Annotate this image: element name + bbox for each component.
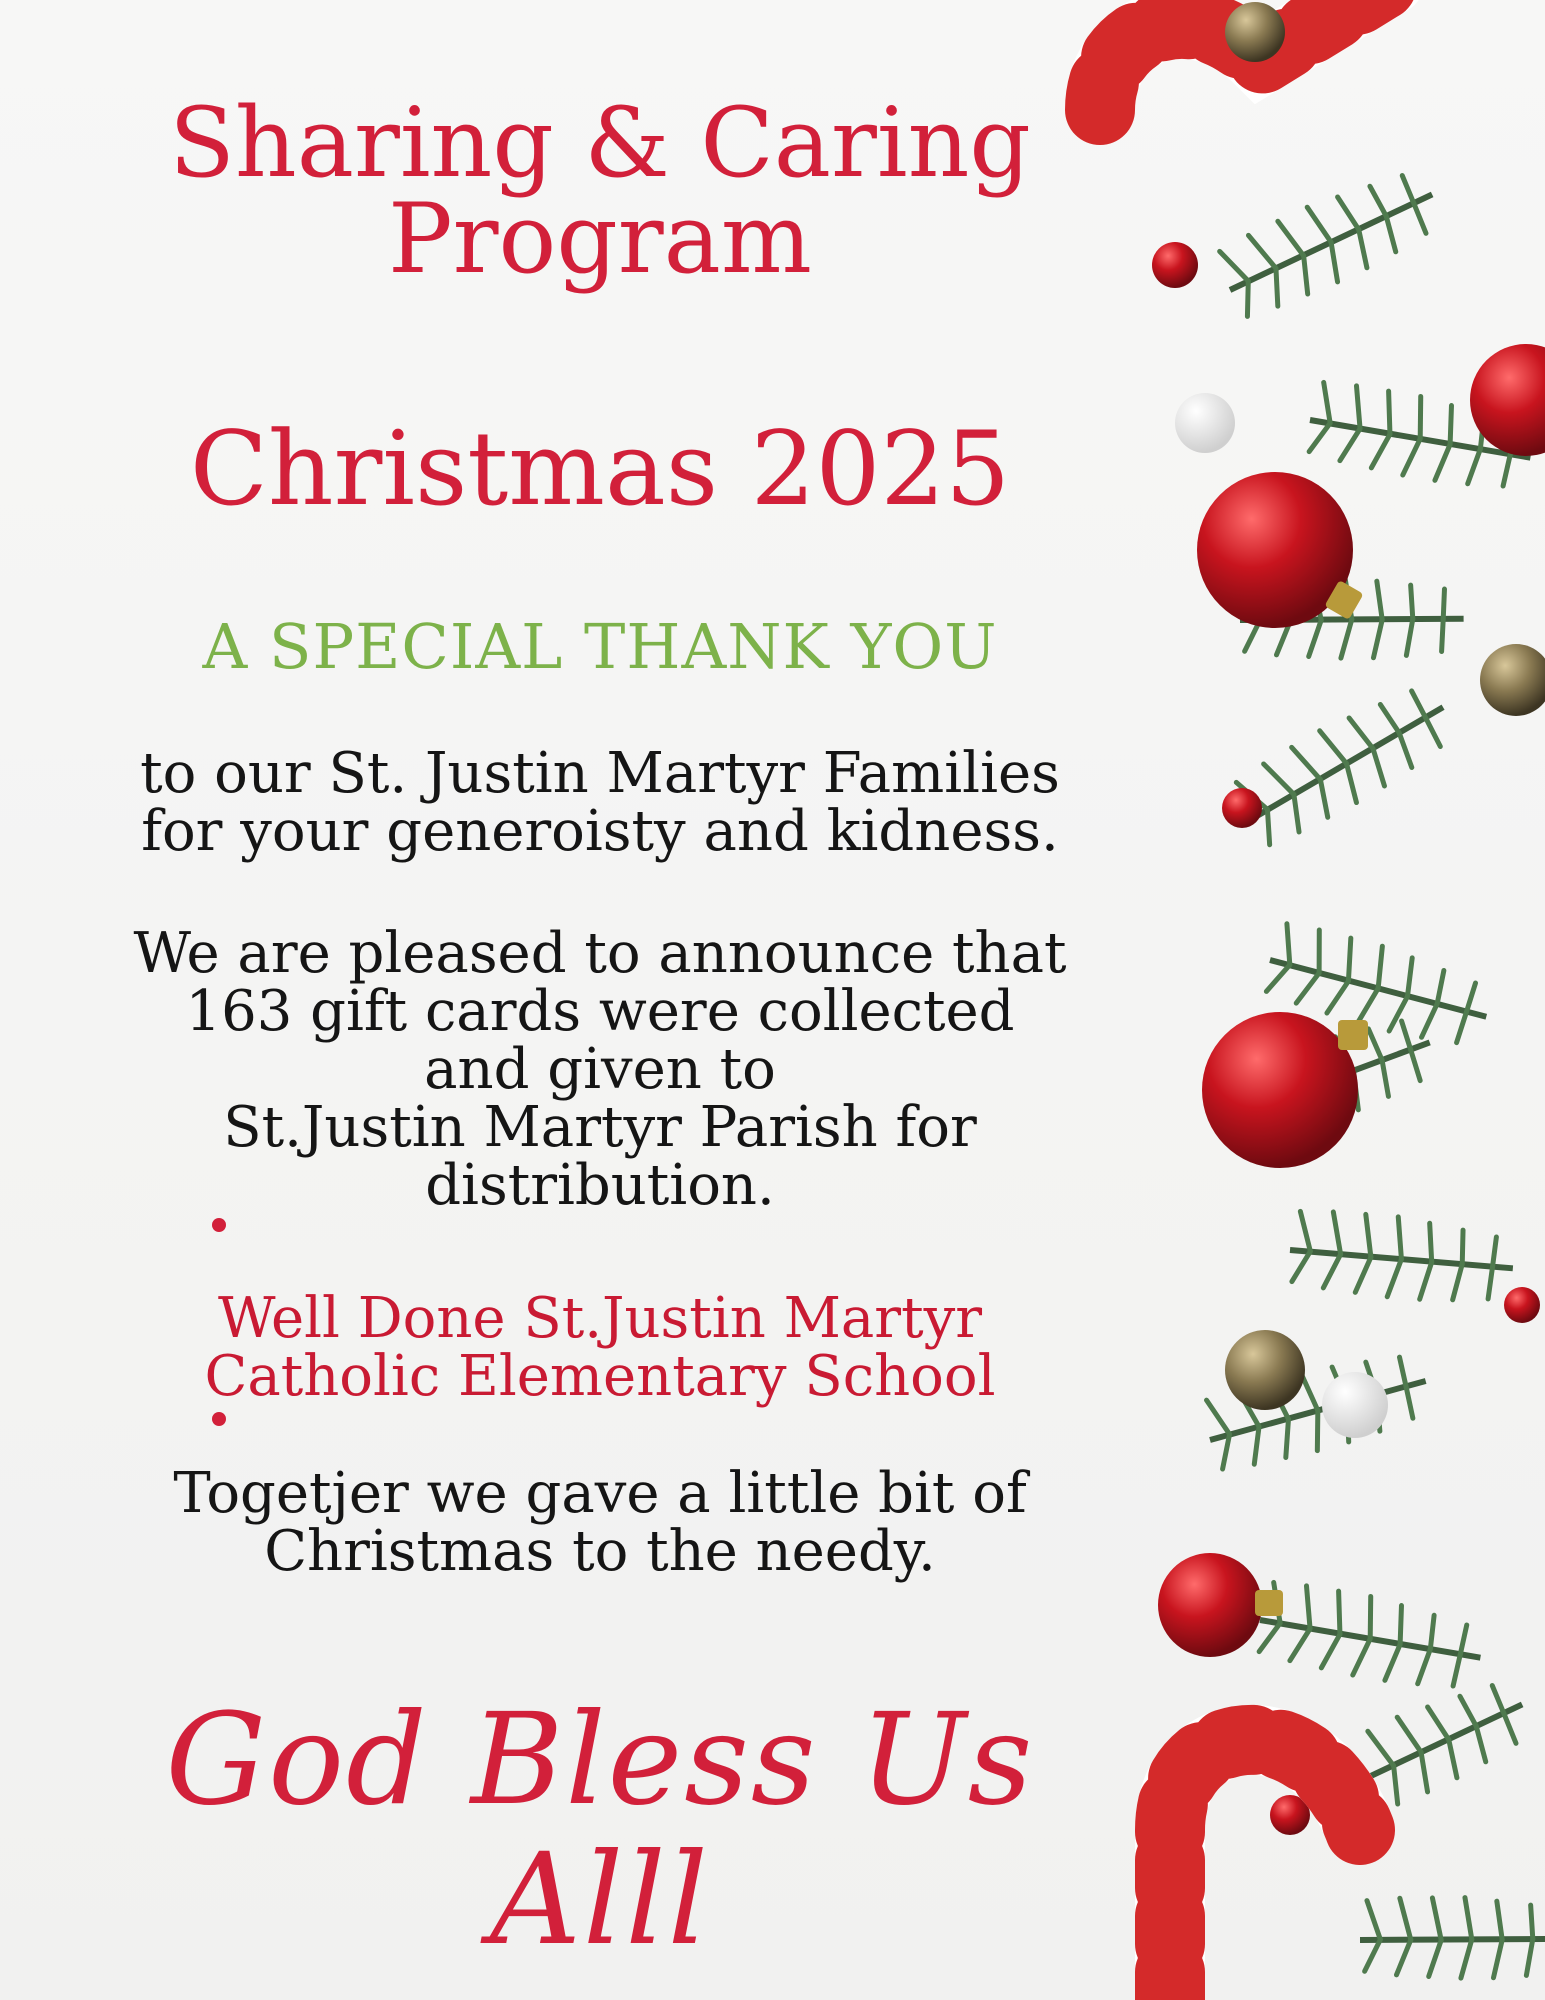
together-line-1: Togetjer we gave a little bit of <box>173 1461 1027 1526</box>
announce-line-1: We are pleased to announce that <box>133 921 1067 986</box>
bullet-dot <box>212 1218 226 1232</box>
together-line-2: Christmas to the needy. <box>264 1519 936 1584</box>
red-ornament-icon <box>1158 344 1545 1657</box>
thank-you-subheading: A SPECIAL THANK YOU <box>202 610 998 683</box>
christmas-border-decoration <box>1060 0 1545 2000</box>
welldone-line-2: Catholic Elementary School <box>204 1344 996 1409</box>
announce-line-2: 163 gift cards were collected <box>185 979 1015 1044</box>
welldone-line-1: Well Done St.Justin Martyr <box>218 1286 982 1351</box>
announce-line-5: distribution. <box>425 1153 775 1218</box>
candy-cane-icon <box>1170 1740 1360 2000</box>
title-line-1: Sharing & Caring <box>169 87 1031 199</box>
announce-line-3: and given to <box>424 1037 776 1102</box>
bullet-dot <box>212 1412 226 1426</box>
program-title <box>40 87 1160 295</box>
blessing-signature: God Bless Us Alll <box>165 1686 1035 1973</box>
thanks-line-1: to our St. Justin Martyr Families <box>140 741 1060 806</box>
thanks-paragraph <box>40 741 1160 864</box>
title-line-2: Program <box>388 183 812 295</box>
announce-line-4: St.Justin Martyr Parish for <box>223 1095 977 1160</box>
poster-text-column <box>40 0 1160 2000</box>
thanks-line-2: for your generoisty and kidness. <box>141 799 1059 864</box>
announcement-paragraph <box>40 921 1160 1218</box>
christmas-heading: Christmas 2025 <box>189 410 1011 529</box>
together-paragraph <box>40 1461 1160 1584</box>
well-done-paragraph <box>40 1286 1160 1409</box>
